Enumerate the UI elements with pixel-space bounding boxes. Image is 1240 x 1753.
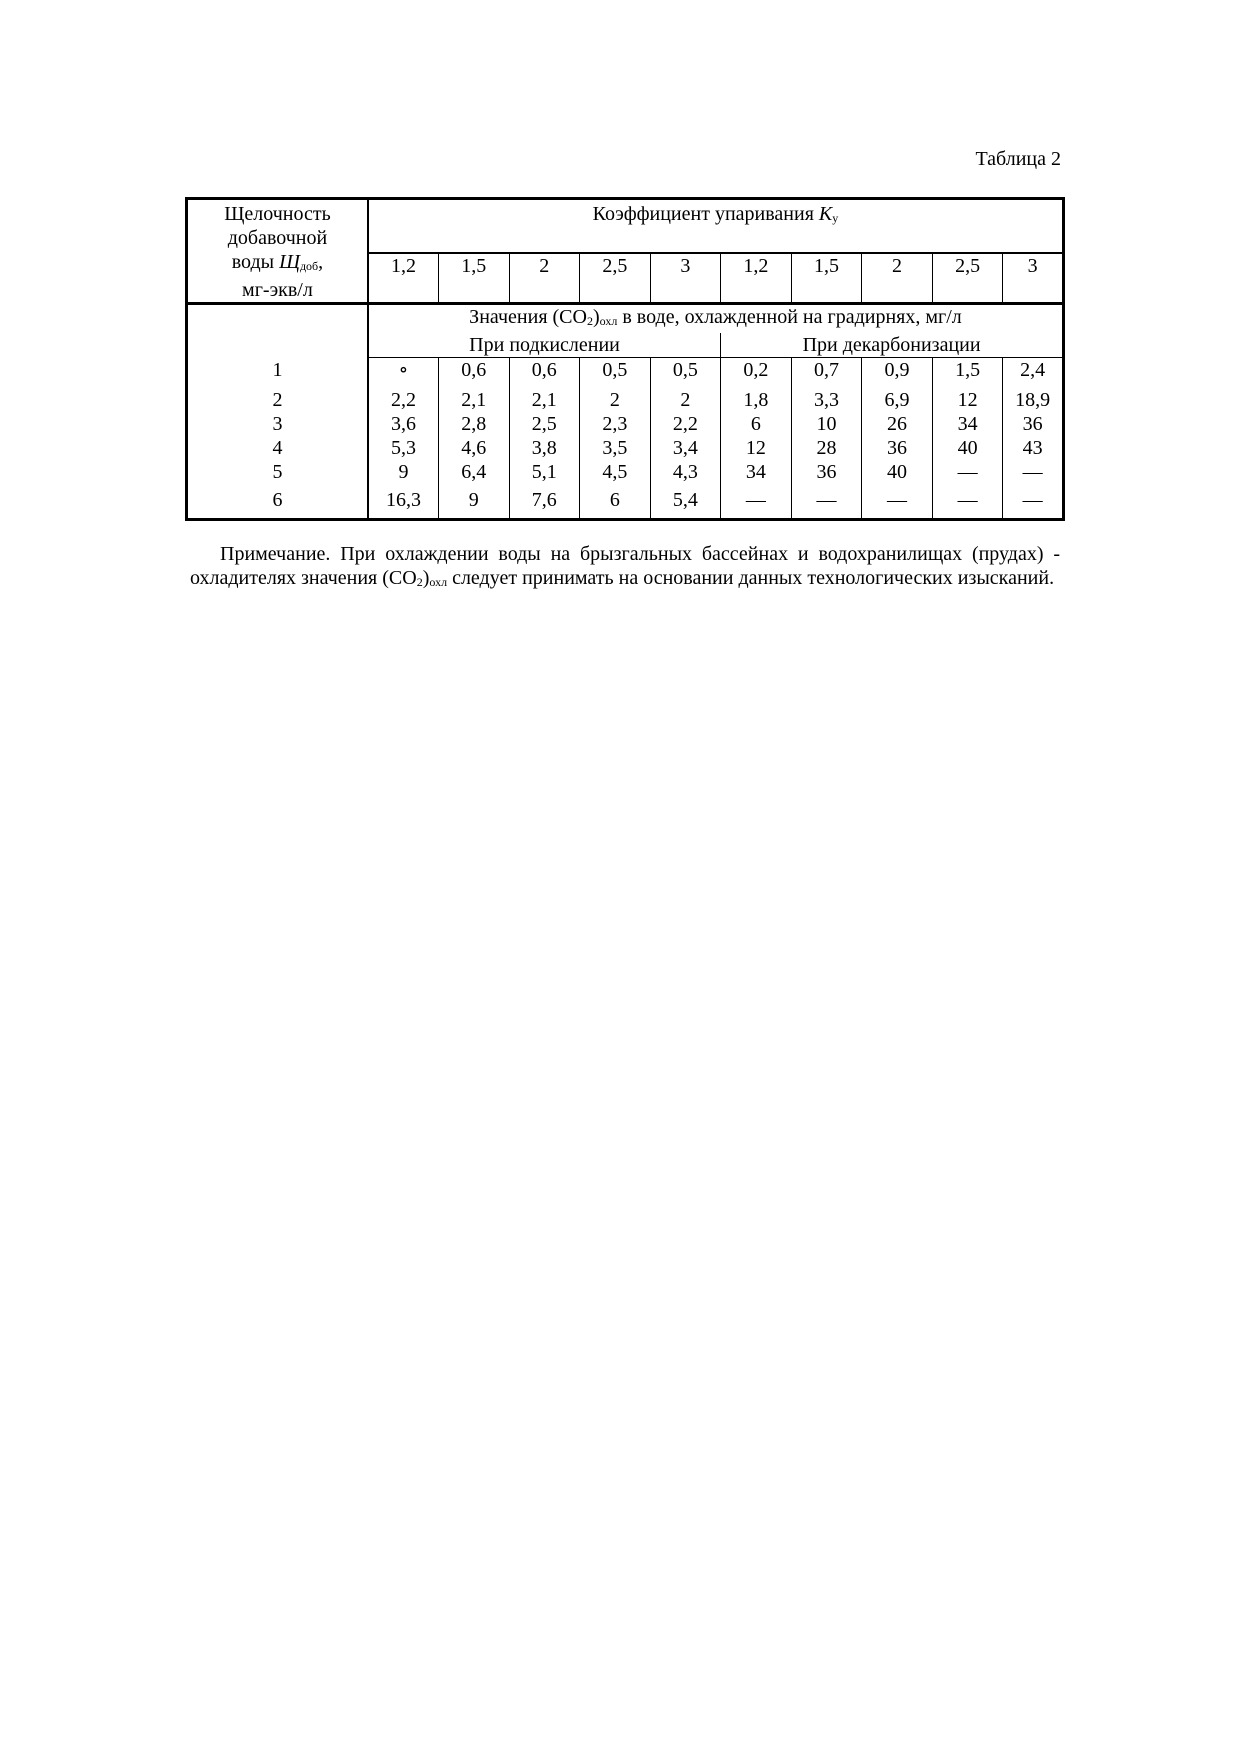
table-cell: 0,7	[791, 358, 862, 388]
table-cell: 2,2	[650, 412, 721, 436]
table-cell: 1,8	[721, 388, 792, 412]
table-cell: 5,1	[509, 460, 580, 488]
table-cell: 1,5	[932, 358, 1003, 388]
table-cell: 0,6	[438, 358, 509, 388]
alkalinity-value: 2	[272, 388, 283, 411]
section-title	[368, 304, 1064, 334]
alkalinity-value: 3	[272, 412, 283, 435]
table-cell: 12	[932, 388, 1003, 412]
table-cell: —	[932, 488, 1003, 520]
table-cell: 6	[721, 412, 792, 436]
table-cell: 2,1	[509, 388, 580, 412]
table-cell: 10	[791, 412, 862, 436]
table-cell: 9	[368, 460, 439, 488]
coef-value-8: 2	[862, 253, 933, 304]
section-title-sub-okhl: охл	[599, 314, 618, 328]
table-cell: 3,3	[791, 388, 862, 412]
coef-value-2: 1,5	[438, 253, 509, 304]
coefficient-subscript: у	[832, 211, 839, 225]
table-cell: —	[721, 488, 792, 520]
note-paren: )	[422, 567, 430, 589]
section-title-row	[187, 304, 1064, 334]
header-row-1	[187, 199, 1064, 254]
coefficient-symbol: K	[818, 203, 833, 225]
note-sub-okhl: охл	[429, 575, 448, 589]
coef-value-10: 3	[1003, 253, 1064, 304]
table-cell: 6	[580, 488, 651, 520]
table-cell: 36	[791, 460, 862, 488]
alkalinity-value: 6	[272, 488, 283, 511]
table-row	[187, 436, 1064, 460]
table-cell: 6,9	[862, 388, 933, 412]
table-cell: 7,6	[509, 488, 580, 520]
table-note	[190, 542, 1060, 594]
section-title-text: Значения (CO	[469, 306, 587, 328]
table-cell: 3,6	[368, 412, 439, 436]
group-acidification: При подкислении	[368, 333, 721, 358]
alkalinity-value: 1	[272, 358, 283, 381]
table-cell: —	[791, 488, 862, 520]
table-cell: 0,2	[721, 358, 792, 388]
table-row	[187, 488, 1064, 520]
coef-value-5: 3	[650, 253, 721, 304]
table-cell: 2	[580, 388, 651, 412]
table-row	[187, 388, 1064, 412]
table-cell: 18,9	[1003, 388, 1064, 412]
table-cell: 0,5	[580, 358, 651, 388]
note-text: Примечание. При охлаждении воды на брызгальных бассейнах и водохранилищах (прудах) - охладителях значения (CO	[190, 543, 1060, 589]
coef-value-4: 2,5	[580, 253, 651, 304]
table-cell: 2	[650, 388, 721, 412]
table-cell: 5,3	[368, 436, 439, 460]
table-cell: 2,8	[438, 412, 509, 436]
table-row	[187, 358, 1064, 388]
section-title-paren: )	[592, 306, 600, 328]
table-cell: 36	[862, 436, 933, 460]
table-cell: 2,1	[438, 388, 509, 412]
co2-values-table	[185, 197, 1065, 521]
table-row	[187, 460, 1064, 488]
table-cell: 28	[791, 436, 862, 460]
table-cell: 3,8	[509, 436, 580, 460]
table-cell: 3,4	[650, 436, 721, 460]
table-cell: —	[862, 488, 933, 520]
alkalinity-value: 4	[272, 436, 283, 459]
alkalinity-subscript: доб	[299, 259, 319, 273]
empty-cell	[187, 333, 368, 358]
table-cell: 2,3	[580, 412, 651, 436]
table-cell: 12	[721, 436, 792, 460]
table-caption: Таблица 2	[975, 148, 1061, 170]
coefficient-header-text: Коэффициент упаривания	[592, 203, 819, 225]
table-cell: —	[1003, 460, 1064, 488]
empty-cell	[187, 304, 368, 334]
table-cell: 34	[932, 412, 1003, 436]
group-decarbonization: При декарбонизации	[721, 333, 1064, 358]
table-cell: 43	[1003, 436, 1064, 460]
table-cell: 2,5	[509, 412, 580, 436]
table-row	[187, 412, 1064, 436]
table-cell: 4,3	[650, 460, 721, 488]
table-cell: 0,6	[509, 358, 580, 388]
table-cell: 40	[862, 460, 933, 488]
alkalinity-comma: ,	[318, 251, 324, 273]
alkalinity-header-units: мг-экв/л	[242, 279, 313, 301]
coefficient-header	[368, 199, 1064, 254]
coef-value-3: 2	[509, 253, 580, 304]
alkalinity-header-text: воды	[231, 251, 280, 273]
alkalinity-header	[187, 199, 368, 304]
alkalinity-value: 5	[272, 460, 283, 483]
note-sub2: 2	[416, 575, 423, 589]
section-title-sub2: 2	[586, 314, 593, 328]
table-cell: 4,6	[438, 436, 509, 460]
table-cell: 2,2	[368, 388, 439, 412]
coef-value-7: 1,5	[791, 253, 862, 304]
note-text-rest: следует принимать на основании данных технологических изысканий.	[447, 567, 1055, 589]
table-cell: 16,3	[368, 488, 439, 520]
table-cell: —	[1003, 488, 1064, 520]
table-cell: 4,5	[580, 460, 651, 488]
table-cell: 0,9	[862, 358, 933, 388]
alkalinity-header-line3	[188, 250, 367, 278]
table-cell: 34	[721, 460, 792, 488]
table-cell: 2,4	[1003, 358, 1064, 388]
table-cell: 36	[1003, 412, 1064, 436]
coef-value-9: 2,5	[932, 253, 1003, 304]
table-cell: 0,5	[650, 358, 721, 388]
table-cell: 40	[932, 436, 1003, 460]
table-cell: 5,4	[650, 488, 721, 520]
table-cell: —	[932, 460, 1003, 488]
table-cell: ∘	[368, 358, 439, 388]
coef-value-6: 1,2	[721, 253, 792, 304]
alkalinity-symbol: Щ	[279, 251, 300, 273]
table-cell: 9	[438, 488, 509, 520]
alkalinity-header-line2: добавочной	[227, 227, 328, 249]
alkalinity-header-line1: Щелочность	[224, 203, 331, 225]
group-title-row	[187, 333, 1064, 358]
coef-value-1: 1,2	[368, 253, 439, 304]
table-cell: 26	[862, 412, 933, 436]
table-cell: 6,4	[438, 460, 509, 488]
table-cell: 3,5	[580, 436, 651, 460]
section-title-rest: в воде, охлажденной на градирнях, мг/л	[617, 306, 962, 328]
